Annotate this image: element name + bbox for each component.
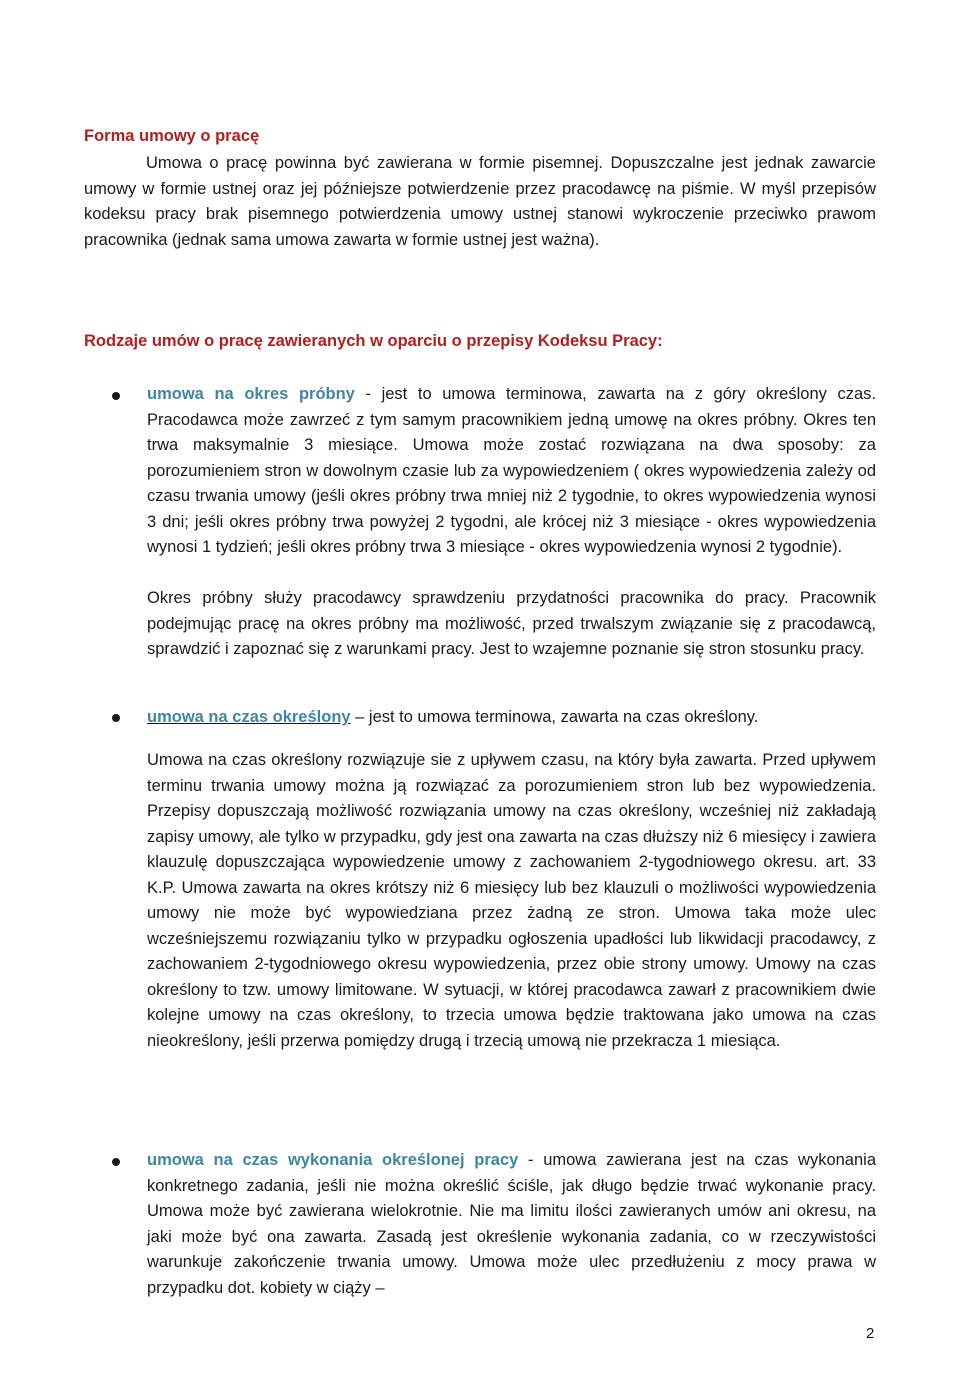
bullet-icon bbox=[112, 392, 120, 400]
list-item-fixed-term bbox=[147, 705, 876, 731]
bullet-icon bbox=[112, 1158, 120, 1166]
item-fixed-term-extra: Umowa na czas określony rozwiązuje sie z upływem czasu, na który była zawarta. Przed upływem terminu trwania umowy można ją rozwiązać za porozumieniem stron lub bez wypowiedzenia. Przepisy dopuszczają możliwość rozwiązania umowy na czas określony, wcześniej niż zakładają zapisy umowy, ale tylko w przypadku, gdy jest ona zawarta na czas dłuższy niż 6 miesięcy i zawiera klauzulę dopuszczająca wypowiedzenie umowy z zachowaniem 2-tygodniowego okresu. art. 33 K.P. Umowa zawarta na okres krótszy niż 6 miesięcy lub bez klauzuli o możliwości wypowiedzenia umowy nie może być wypowiedziana przez żadną ze stron. Umowa taka może ulec wcześniejszemu rozwiązaniu tylko w przypadku ogłoszenia upadłości lub likwidacji pracodawcy, z zachowaniem 2-tygodniowego okresu wypowiedzenia, przez obie strony umowy. Umowy na czas określony to tzw. umowy limitowane. W sytuacji, w której pracodawca zawarł z pracownikiem dwie kolejne umowy na czas określony, to trzecia umowa będzie traktowana jako umowa na czas nieokreślony, jeśli przerwa pomiędzy drugą i trzecią umową nie przekracza 1 miesiąca. bbox=[147, 751, 876, 1050]
form-paragraph-text: Umowa o pracę powinna być zawierana w formie pisemnej. Dopuszczalne jest jednak zawarcie umowy w formie ustnej oraz jej późniejsze potwierdzenie przez pracodawcę na piśmie. W myśl przepisów kodeksu pracy brak pisemnego potwierdzenia umowy ustnej stanowi wykroczenie przeciwko prawom pracownika (jednak sama umowa zawarta w formie ustnej jest ważna). bbox=[84, 154, 876, 249]
section-title-form: Forma umowy o pracę bbox=[84, 127, 260, 145]
bullet-icon bbox=[112, 714, 120, 722]
item-trial-extra: Okres próbny służy pracodawcy sprawdzeniu przydatności pracownika do pracy. Pracownik podejmując pracę na okres próbny ma możliwość, przed trwalszym związanie się z pracodawcą, sprawdzić i zapoznać się z warunkami pracy. Jest to wzajemne poznanie się stron stosunku pracy. bbox=[147, 589, 876, 658]
form-paragraph bbox=[84, 151, 876, 253]
section-title-types: Rodzaje umów o pracę zawieranych w oparciu o przepisy Kodeksu Pracy: bbox=[84, 332, 663, 350]
keyword-fixed-term: umowa na czas określony bbox=[147, 708, 351, 726]
item-task-text: - umowa zawierana jest na czas wykonania konkretnego zadania, jeśli nie można określić ściśle, jak długo będzie trwać wykonanie pracy. Umowa może być zawierana wielokrotnie. Nie ma limitu ilości zawieranych umów ani okresu, na jaki może być ona zawarta. Zasadą jest określenie wykonania zadania, co w rzeczywistości warunkuje zakończenie trwania umowy. Umowa może ulec przedłużeniu z mocy prawa w przypadku dot. kobiety w ciąży – bbox=[147, 1151, 877, 1297]
item-fixed-term-text: – jest to umowa terminowa, zawarta na czas określony. bbox=[350, 708, 759, 726]
keyword-trial: umowa na okres próbny bbox=[147, 385, 355, 403]
list-item-trial bbox=[147, 382, 876, 561]
item-trial-text: - jest to umowa terminowa, zawarta na z góry określony czas. Pracodawca może zawrzeć z tym samym pracownikiem jedną umowę na okres próbny. Okres ten trwa maksymalnie 3 miesiące. Umowa może zostać rozwiązana na dwa sposoby: za porozumieniem stron w dowolnym czasie lub za wypowiedzeniem ( okres wypowiedzenia zależy od czasu trwania umowy (jeśli okres próbny trwa mniej niż 2 tygodnie, to okres wypowiedzenia wynosi 3 dni; jeśli okres próbny trwa powyżej 2 tygodni, ale krócej niż 3 miesiące - okres wypowiedzenia wynosi 1 tydzień; jeśli okres próbny trwa 3 miesiące - okres wypowiedzenia wynosi 2 tygodnie). bbox=[147, 385, 876, 556]
list-item-task bbox=[147, 1148, 876, 1301]
page-number: 2 bbox=[866, 1325, 875, 1342]
keyword-task: umowa na czas wykonania określonej pracy bbox=[147, 1151, 519, 1169]
